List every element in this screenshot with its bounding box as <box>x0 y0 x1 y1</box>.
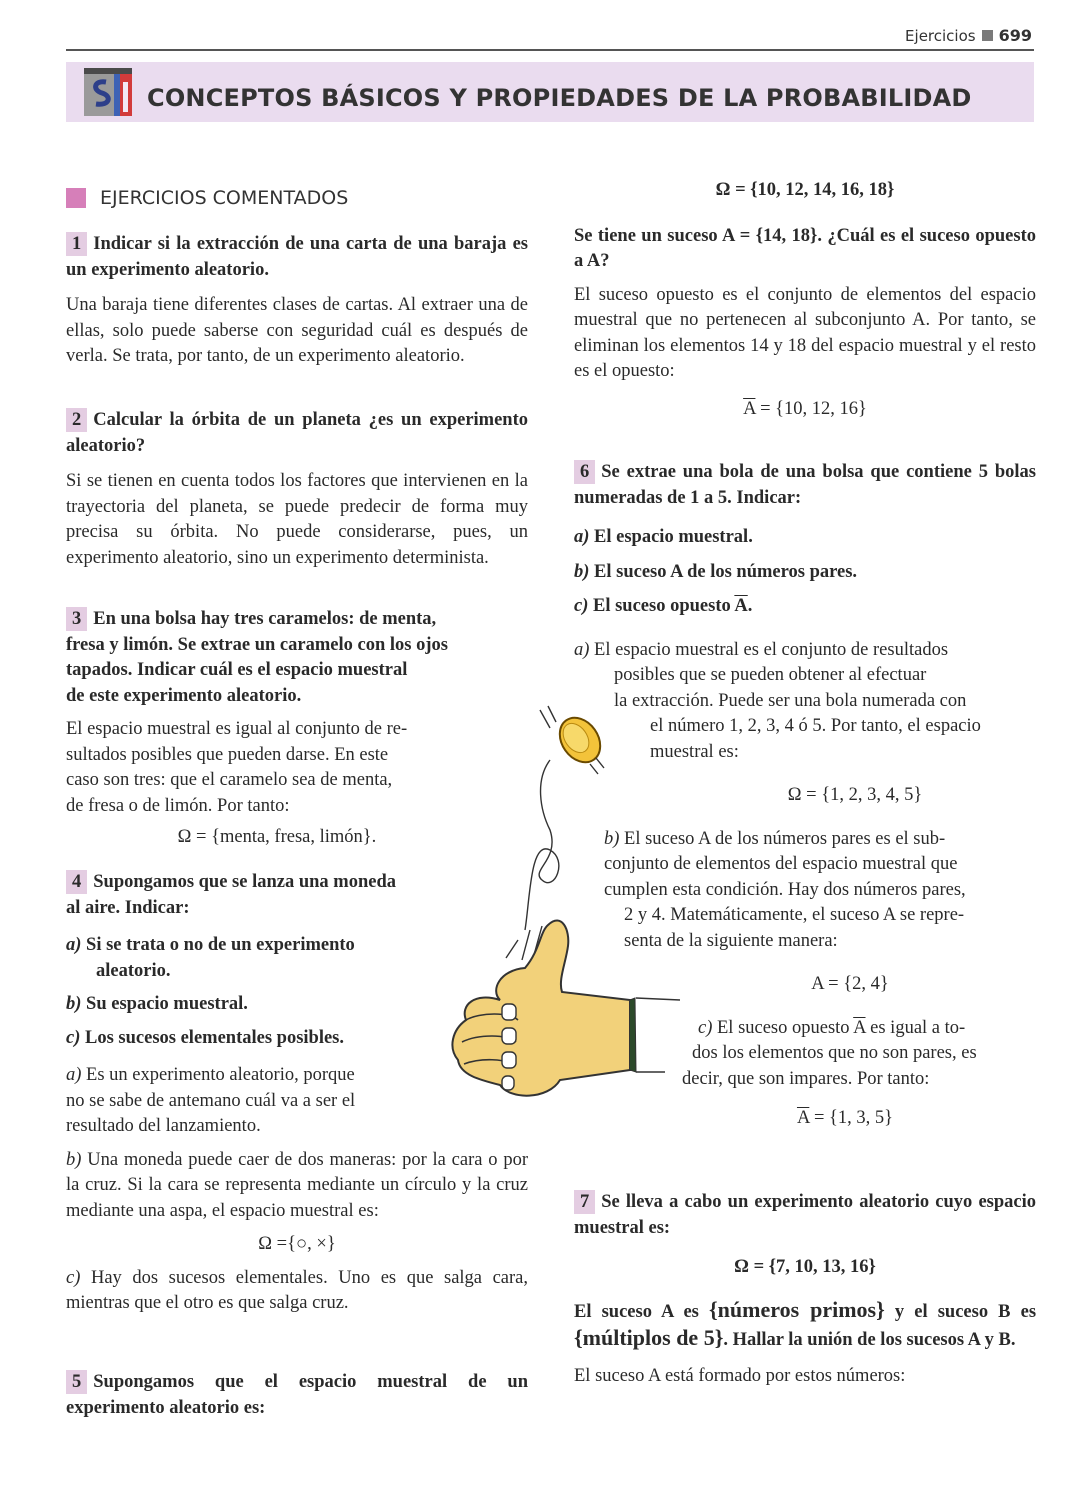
item-label: c) <box>66 1027 81 1048</box>
answer-line: posibles que se pueden obtener al efectuar <box>614 665 927 685</box>
answer-line: decir, que son impares. Por tanto: <box>682 1068 930 1089</box>
exercise-question <box>66 408 528 459</box>
page-number: 699 <box>998 26 1032 45</box>
formula: Ω = {10, 12, 14, 16, 18} <box>715 180 895 200</box>
question-text: Se lleva a cabo un experimento aleatorio cuyo espacio muestral es: <box>574 1192 1036 1238</box>
answer-label: c) <box>698 1017 713 1038</box>
exercise-5-continued <box>574 178 1036 422</box>
exercise-number: 1 <box>66 232 87 256</box>
formula-text: = {1, 3, 5} <box>809 1108 894 1128</box>
answer-line: el número 1, 2, 3, 4 ó 5. Por tanto, el espacio <box>650 716 981 736</box>
answer-text: Hay dos sucesos elementales. Uno es que salga cara, mientras que el otro es que salga cruz. <box>66 1267 529 1313</box>
si-logo-icon <box>84 68 132 116</box>
square-bullet-icon <box>982 30 993 41</box>
list-item <box>574 560 1036 586</box>
formula <box>574 397 1036 423</box>
question-text: Supongamos que el espacio muestral de un experimento aleatorio es: <box>66 1372 528 1418</box>
item-label: b) <box>66 994 82 1014</box>
question-line: al aire. Indicar: <box>66 897 190 918</box>
answer-line: El espacio muestral es igual al conjunto de re- <box>66 719 408 739</box>
answer-line: la extracción. Puede ser una bola numerada con <box>614 690 967 711</box>
hand-icon <box>452 921 680 1096</box>
exercise-number: 5 <box>66 1370 87 1394</box>
question-text: Se extrae una bola de una bolsa que contiene 5 bolas numeradas de 1 a 5. Indicar: <box>574 462 1036 508</box>
list-item <box>574 525 1036 551</box>
formula-text: = {10, 12, 16} <box>755 398 867 419</box>
exercise-answer: El suceso opuesto es el conjunto de elementos del espacio muestral que no pertenecen al subconjunto A. Por tanto, se eliminan los elementos 14 y 18 del espacio muestral y el resto es el opuesto: <box>574 284 1036 381</box>
item-label: a) <box>66 935 82 955</box>
answer-line: dos los elementos que no son pares, es <box>692 1043 977 1063</box>
exercise-answer: El suceso A está formado por estos números: <box>574 1365 906 1386</box>
section-heading <box>66 187 348 209</box>
item-text: El espacio muestral. <box>594 527 753 547</box>
question-text: Indicar si la extracción de una carta de una baraja es un experimento aleatorio. <box>66 234 528 280</box>
answer-label: c) <box>66 1267 81 1288</box>
answer-line: muestral es: <box>650 741 739 762</box>
exercise-question <box>574 1190 1036 1241</box>
answer-line: sultados posibles que pueden darse. En este <box>66 744 389 765</box>
answer-text: es igual a to- <box>870 1017 966 1038</box>
item-text: Los sucesos elementales posibles. <box>85 1027 344 1048</box>
question-line: fresa y limón. Se extrae un caramelo con los ojos <box>66 634 448 655</box>
exercise-1 <box>66 232 528 370</box>
question-text: El suceso A es <box>574 1301 699 1322</box>
item-label: c) <box>574 596 589 616</box>
answer-label: a) <box>66 1065 82 1085</box>
section-title: EJERCICIOS COMENTADOS <box>100 187 349 209</box>
answer-line: cumplen esta condición. Hay dos números pares, <box>604 879 966 900</box>
answer-line: conjunto de elementos del espacio muestral que <box>604 854 958 874</box>
complement-symbol: $\overline{A}$ <box>734 596 748 616</box>
exercise-answer: Una baraja tiene diferentes clases de cartas. Al extraer una de ellas, solo puede saberse con seguridad cuál es después de verla. Se trata, por tanto, de un experimento aleatorio. <box>66 295 528 366</box>
answer-text: Una moneda puede caer de dos maneras: por la cara o por la cruz. Si la cara se representa mediante un círculo y la cruz mediante una aspa, el espacio muestral es: <box>66 1149 528 1221</box>
banner-title: CONCEPTOS BÁSICOS Y PROPIEDADES DE LA PROBABILIDAD <box>147 84 972 112</box>
exercise-number: 2 <box>66 408 87 432</box>
exercise-number: 6 <box>574 460 595 484</box>
exercise-question: Se tiene un suceso A = {14, 18}. ¿Cuál es el suceso opuesto a A? <box>574 225 1036 271</box>
answer-text: El suceso A de los números pares es el sub- <box>624 828 946 849</box>
complement-symbol: $\overline{A}$ <box>743 398 756 419</box>
item-text: El suceso opuesto <box>593 596 731 616</box>
answer-line: no se sabe de antemano cuál va a ser el <box>66 1090 356 1111</box>
running-header-section: Ejercicios <box>905 26 976 45</box>
question-line: En una bolsa hay tres caramelos: de menta, <box>93 609 437 629</box>
answer-label: a) <box>574 639 590 660</box>
answer-label: b) <box>66 1149 82 1170</box>
question-text: {múltiplos de 5} <box>574 1325 724 1350</box>
answer-text: El suceso opuesto <box>717 1017 850 1038</box>
exercise-question <box>66 232 528 283</box>
complement-symbol: $\overline{A}$ <box>853 1017 866 1038</box>
item-text: aleatorio. <box>96 960 171 981</box>
exercise-question <box>66 607 528 709</box>
answer-line: caso son tres: que el caramelo sea de menta, <box>66 770 393 790</box>
exercise-number: 3 <box>66 607 87 631</box>
formula: Ω = {7, 10, 13, 16} <box>734 1257 876 1277</box>
question-line: de este experimento aleatorio. <box>66 685 302 706</box>
question-line: tapados. Indicar cuál es el espacio muestral <box>66 660 408 680</box>
answer-line: Es un experimento aleatorio, porque <box>86 1065 355 1085</box>
answer-line: de fresa o de limón. Por tanto: <box>66 795 290 816</box>
answer-label: b) <box>604 828 620 849</box>
exercise-7 <box>574 1190 1036 1389</box>
item-text: Su espacio muestral. <box>86 994 248 1014</box>
list-item <box>574 594 1036 620</box>
item-label: a) <box>574 527 590 547</box>
item-text: El suceso A de los números pares. <box>594 561 858 582</box>
thumb-coin-flip-illustration <box>430 700 690 1120</box>
coin-icon <box>551 710 608 770</box>
header-rule <box>66 49 1034 51</box>
question-line: Supongamos que se lanza una moneda <box>93 872 397 892</box>
formula: A = {2, 4} <box>811 974 889 994</box>
question-text: . Hallar la unión de los sucesos A y B. <box>723 1330 1016 1350</box>
answer-b <box>66 1148 528 1225</box>
question-text: y el suceso B es <box>894 1301 1037 1322</box>
exercise-question <box>574 460 1036 511</box>
exercise-answer: Si se tienen en cuenta todos los factores que intervienen en la trayectoria del planeta, se puede predecir de forma muy precisa su órbita. No puede considerarse, pues, un experimento aleatorio, sino un experimento determinista. <box>66 471 528 568</box>
question-items <box>574 525 1036 620</box>
formula: Ω = {1, 2, 3, 4, 5} <box>787 785 923 805</box>
running-header <box>905 26 1032 45</box>
question-text: Calcular la órbita de un planeta ¿es un experimento aleatorio? <box>66 410 528 456</box>
exercise-question <box>574 1297 1036 1354</box>
exercise-question <box>66 1370 528 1421</box>
exercise-5 <box>66 1370 528 1421</box>
item-text: Si se trata o no de un experimento <box>86 935 355 955</box>
complement-symbol: $\overline{A}$ <box>796 1108 810 1128</box>
answer-line: senta de la siguiente manera: <box>624 930 838 951</box>
answer-line: 2 y 4. Matemáticamente, el suceso A se repre- <box>624 905 965 925</box>
formula: Ω = {menta, fresa, limón}. <box>177 827 377 847</box>
exercise-number: 4 <box>66 870 87 894</box>
answer-text: El espacio muestral es el conjunto de resultados <box>594 639 949 660</box>
item-text: . <box>747 596 753 616</box>
exercise-2 <box>66 408 528 571</box>
formula: Ω ={○, ×} <box>258 1234 336 1254</box>
answer-line <box>574 638 1036 664</box>
answer-c <box>66 1266 528 1317</box>
item-label: b) <box>574 561 590 582</box>
pink-square-icon <box>66 188 86 208</box>
answer-line: resultado del lanzamiento. <box>66 1116 261 1136</box>
question-text: {números primos} <box>708 1296 885 1322</box>
exercise-number: 7 <box>574 1190 595 1214</box>
